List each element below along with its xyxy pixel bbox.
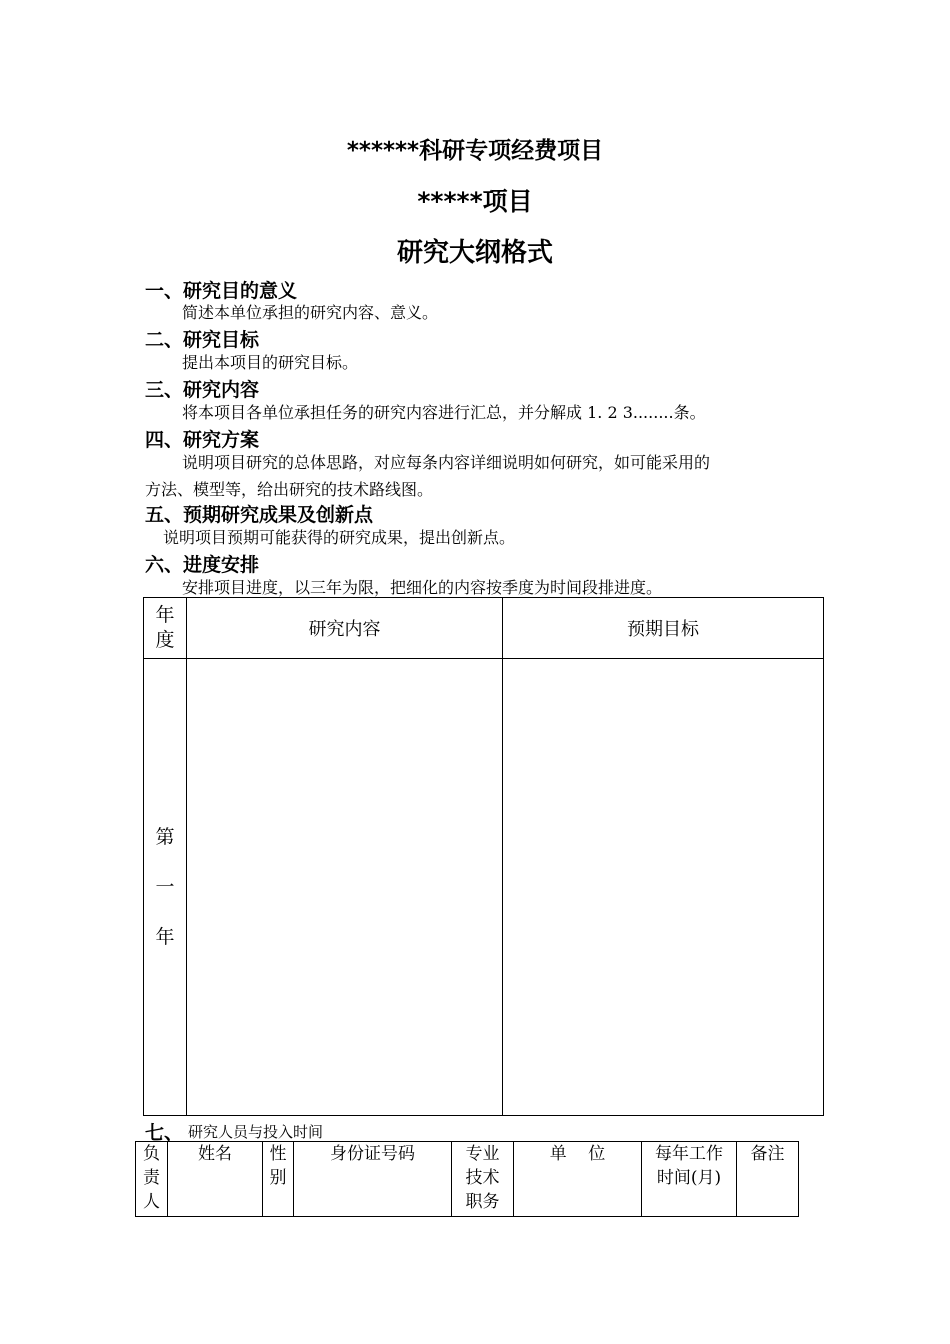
doc-title-line1: ******科研专项经费项目 (346, 138, 604, 164)
header-professional-title: 专业 技术 职务 (452, 1142, 514, 1217)
section-body: 方法、模型等，给出研究的技术路线图。 (145, 480, 434, 499)
section-heading: 三、研究内容 (145, 379, 260, 401)
section-body: 将本项目各单位承担任务的研究内容进行汇总，并分解成 1. 2 3........条。 (182, 403, 706, 422)
doc-title-line3: 研究大纲格式 (396, 238, 553, 268)
section-heading: 二、研究目标 (145, 329, 260, 351)
section7-heading: 研究人员与投入时间 (188, 1123, 324, 1141)
schedule-table (143, 597, 824, 1116)
header-expected-goal: 预期目标 (503, 598, 824, 659)
expected-goal-cell[interactable] (503, 659, 824, 1116)
year-label-cell: 第 一 年 (144, 659, 187, 1116)
section-body: 简述本单位承担的研究内容、意义。 (182, 303, 439, 322)
header-annual-work-months: 每年工作 时间(月) (642, 1142, 737, 1217)
section-body: 安排项目进度，以三年为限，把细化的内容按季度为时间段排进度。 (182, 578, 663, 597)
header-person-in-charge: 负 责 人 (136, 1142, 168, 1217)
section-body: 说明项目预期可能获得的研究成果，提出创新点。 (163, 528, 516, 547)
doc-title-line2: *****项目 (417, 187, 533, 216)
header-remarks: 备注 (737, 1142, 799, 1217)
research-content-cell[interactable] (187, 659, 503, 1116)
section-body: 说明项目研究的总体思路，对应每条内容详细说明如何研究，如可能采用的 (182, 453, 711, 472)
section-heading: 五、预期研究成果及创新点 (145, 504, 374, 526)
header-gender: 性 别 (263, 1142, 294, 1217)
section-heading: 四、研究方案 (145, 429, 260, 451)
personnel-table (135, 1141, 799, 1217)
section-heading: 六、进度安排 (145, 554, 260, 576)
header-year: 年 度 (144, 598, 187, 659)
section-body: 提出本项目的研究目标。 (182, 353, 359, 372)
header-unit: 单 位 (514, 1142, 642, 1217)
section7-number: 七、 (145, 1122, 184, 1144)
header-research-content: 研究内容 (187, 598, 503, 659)
header-id-number: 身份证号码 (294, 1142, 452, 1217)
header-name: 姓名 (168, 1142, 263, 1217)
section-heading: 一、研究目的意义 (145, 280, 298, 302)
